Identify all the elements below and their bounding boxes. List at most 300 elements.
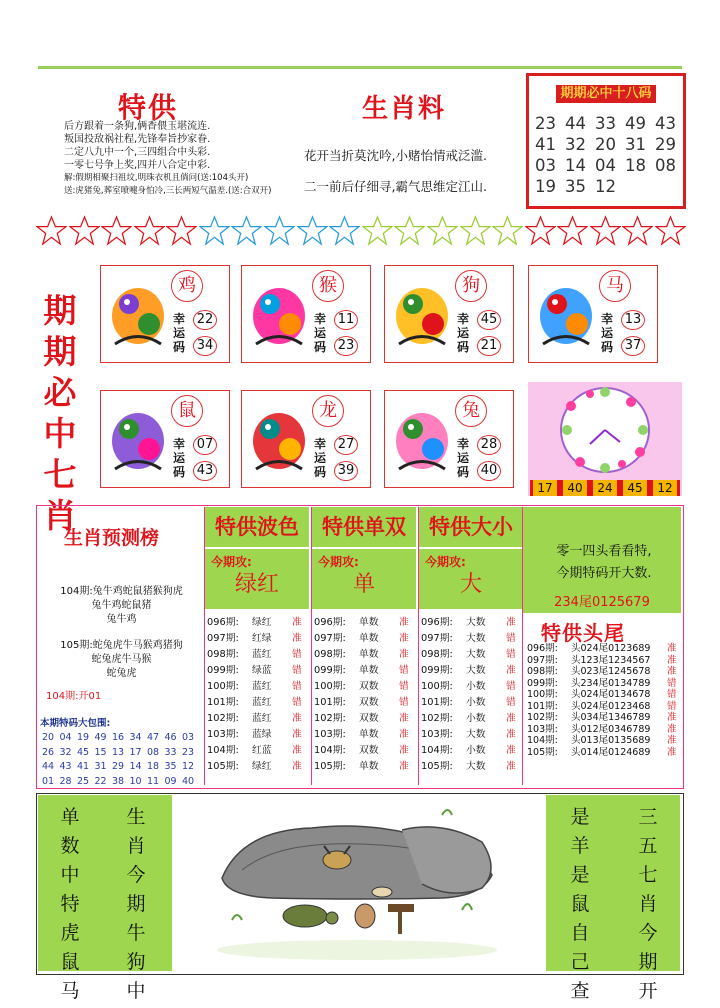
verse-char: 生 (126, 806, 146, 828)
row-period: 099期: (527, 677, 558, 689)
row-mark: 准 (506, 729, 516, 740)
verse-char: 期 (638, 951, 658, 973)
bag-number: 20 (42, 732, 55, 743)
row-period: 096期: (527, 643, 558, 654)
bag-number: 35 (164, 761, 177, 772)
row-value: 蓝红 (252, 697, 272, 708)
star-icon (590, 215, 621, 246)
table-row (527, 735, 681, 747)
verse-char: 中 (126, 980, 146, 1002)
code-number: 49 (625, 114, 646, 133)
star-icon (36, 215, 67, 246)
table-row (314, 727, 414, 743)
verse-char: 鼠 (60, 951, 80, 973)
verse-char: 狗 (126, 951, 146, 973)
row-mark: 准 (399, 745, 409, 756)
bag-grid (42, 731, 202, 789)
row-value: 单数 (359, 617, 379, 628)
lucky-number: 28 (477, 435, 501, 455)
row-mark: 错 (399, 681, 409, 692)
odd-even-title: 特供单双 (312, 507, 416, 547)
table-row (421, 727, 521, 743)
table-row (314, 631, 414, 647)
row-value: 小数 (466, 713, 486, 724)
bag-number: 17 (129, 746, 142, 758)
animal-card (100, 390, 230, 488)
row-mark: 准 (667, 746, 677, 758)
bag-number: 28 (59, 775, 72, 787)
lucky-number: 40 (477, 461, 501, 481)
row-mark: 错 (506, 697, 516, 708)
star-icon (622, 215, 653, 246)
row-mark: 准 (667, 666, 677, 677)
row-period: 100期: (207, 681, 239, 692)
attack-label: 今期攻: (318, 555, 359, 569)
special-note: 送:虎猪兔,葬室喷嚏身怕冷,三长两短气温差.(送:合双开) (64, 186, 272, 196)
row-period: 105期: (527, 746, 558, 758)
row-period: 097期: (527, 654, 558, 666)
table-row (527, 666, 681, 678)
verse-column (60, 803, 80, 1006)
table-row (314, 679, 414, 695)
verse-char: 马 (60, 980, 80, 1002)
wave-rows (207, 615, 307, 775)
row-mark: 准 (667, 643, 677, 654)
table-row (421, 631, 521, 647)
clock-icon (528, 382, 682, 478)
verse-char: 三 (638, 806, 658, 828)
wave-title: 特供波色 (205, 507, 309, 547)
row-mark: 错 (506, 681, 516, 692)
lucky-number: 23 (334, 336, 358, 356)
wave-column (204, 507, 309, 785)
clock-number: 45 (623, 480, 646, 496)
row-value: 绿红 (252, 761, 272, 772)
row-mark: 错 (292, 697, 302, 708)
table-row (527, 701, 681, 713)
row-mark: 准 (292, 617, 302, 628)
clock-number: 12 (653, 480, 676, 496)
row-value: 大数 (466, 649, 486, 660)
animal-card (241, 265, 371, 363)
row-mark: 准 (399, 713, 409, 724)
table-row (421, 679, 521, 695)
row-period: 102期: (314, 713, 346, 724)
table-row (421, 695, 521, 711)
row-value: 头012尾0346789 (571, 723, 651, 735)
row-mark: 准 (292, 745, 302, 756)
lucky-number: 45 (477, 310, 501, 330)
row-period: 102期: (421, 713, 453, 724)
code-number: 44 (565, 114, 586, 133)
row-value: 大数 (466, 729, 486, 740)
bag-number: 12 (182, 761, 195, 772)
star-icon (166, 215, 197, 246)
row-period: 097期: (314, 633, 346, 644)
verse-char: 单 (60, 806, 80, 828)
verse-char: 是 (570, 806, 590, 828)
verse-char: 中 (60, 864, 80, 886)
verse-char: 开 (638, 980, 658, 1002)
row-value: 小数 (466, 745, 486, 756)
bag-number: 03 (182, 732, 195, 743)
row-period: 103期: (207, 729, 239, 740)
big-small-rows (421, 615, 521, 775)
code-number: 12 (595, 177, 616, 196)
bag-number: 16 (112, 732, 125, 743)
verse-column (126, 803, 146, 1006)
row-mark: 准 (399, 633, 409, 644)
row-value: 头024尾0123468 (571, 700, 651, 712)
attack-label: 今期攻: (211, 555, 252, 569)
odd-even-attack (312, 549, 416, 609)
table-row (527, 689, 681, 701)
special-line: 二定八九中一个,三四组合中头彩. (64, 147, 211, 158)
row-value: 大数 (466, 633, 486, 644)
row-period: 102期: (207, 713, 239, 724)
bag-number: 47 (147, 732, 160, 743)
star-icon (199, 215, 230, 246)
special-line: 后方跟着一条狗,俩香偎玉堪流连. (64, 121, 211, 132)
code-number: 43 (655, 114, 676, 133)
row-period: 104期: (314, 745, 346, 756)
table-row (207, 711, 307, 727)
row-period: 103期: (527, 723, 558, 735)
bag-number: 46 (164, 732, 177, 743)
code-number: 08 (655, 156, 676, 175)
verse-column (570, 803, 590, 1006)
table-row (421, 647, 521, 663)
row-value: 蓝红 (252, 681, 272, 692)
prediction-panel (38, 507, 201, 785)
paper-cut-animal-icon (107, 399, 169, 479)
row-mark: 准 (667, 712, 677, 723)
verse-column (638, 803, 658, 1006)
row-value: 红蓝 (252, 745, 272, 756)
animal-name: 兔 (455, 395, 487, 427)
lucky-number: 22 (193, 310, 217, 330)
row-period: 098期: (314, 649, 346, 660)
animal-name: 马 (599, 270, 631, 302)
row-period: 099期: (207, 665, 239, 676)
hint-line: 今期特码开大数. (556, 566, 652, 581)
row-value: 大数 (466, 761, 486, 772)
table-row (314, 759, 414, 775)
row-mark: 错 (399, 697, 409, 708)
table-row (207, 695, 307, 711)
big-small-column (418, 507, 523, 785)
row-value: 大数 (466, 617, 486, 628)
row-value: 单数 (359, 649, 379, 660)
bag-number: 31 (94, 761, 107, 772)
row-mark: 准 (506, 617, 516, 628)
row-period: 104期: (527, 735, 558, 746)
special-line: 叛国投敌祸社程,先锋奉旨抄家眷. (64, 134, 211, 145)
row-value: 双数 (359, 697, 379, 708)
code-number: 19 (535, 177, 556, 196)
verse-char: 虎 (60, 922, 80, 944)
bag-title: 本期特码大包围: (40, 718, 111, 729)
code-number: 31 (625, 135, 646, 154)
row-mark: 错 (399, 665, 409, 676)
row-value: 头014尾0124689 (571, 746, 651, 758)
row-period: 096期: (207, 617, 239, 628)
lucky-number: 13 (621, 310, 645, 330)
bag-number: 45 (77, 746, 90, 758)
bag-number: 49 (94, 732, 107, 743)
verse-char: 七 (638, 864, 658, 886)
table-row (207, 759, 307, 775)
table-row (314, 663, 414, 679)
prediction-text (44, 585, 199, 681)
lucky-number: 34 (193, 336, 217, 356)
lucky-label: 幸运码 (601, 312, 614, 354)
zodiac-material-poem (304, 140, 487, 202)
seven-zodiac-title-char: 肖 (43, 496, 77, 535)
verse-char: 是 (570, 864, 590, 886)
row-mark: 错 (667, 689, 677, 700)
table-row (314, 743, 414, 759)
lucky-number: 07 (193, 435, 217, 455)
bag-number: 19 (77, 732, 90, 743)
paper-cut-animal-icon (391, 274, 453, 354)
lucky-number: 27 (334, 435, 358, 455)
head-tail-rows (527, 643, 681, 758)
row-period: 104期: (207, 745, 239, 756)
verse-char: 牛 (126, 922, 146, 944)
table-row (421, 615, 521, 631)
verse-char: 己 (570, 951, 590, 973)
bag-number: 32 (59, 746, 72, 758)
row-value: 单数 (359, 761, 379, 772)
row-mark: 准 (506, 713, 516, 724)
row-period: 098期: (421, 649, 453, 660)
lucky-label: 幸运码 (173, 437, 186, 479)
row-mark: 准 (667, 735, 677, 746)
row-mark: 错 (292, 681, 302, 692)
bag-number: 13 (112, 746, 125, 758)
verse-char: 查 (570, 980, 590, 1002)
verse-char: 肖 (638, 893, 658, 915)
row-mark: 错 (506, 649, 516, 660)
row-mark: 准 (506, 665, 516, 676)
bag-number: 15 (94, 746, 107, 758)
animal-card (241, 390, 371, 488)
lucky-label: 幸运码 (314, 312, 327, 354)
star-icon (362, 215, 393, 246)
star-icon (525, 215, 556, 246)
animal-name: 鼠 (171, 395, 203, 427)
bag-number: 41 (77, 761, 90, 772)
row-period: 103期: (314, 729, 346, 740)
code-number: 23 (535, 114, 556, 133)
row-value: 头024尾0134678 (571, 689, 651, 700)
row-period: 097期: (207, 633, 239, 644)
code-number: 33 (595, 114, 616, 133)
animal-name: 鸡 (171, 270, 203, 302)
row-period: 101期: (314, 697, 346, 708)
row-period: 105期: (421, 761, 453, 772)
code-number: 32 (565, 135, 586, 154)
verse-char: 肖 (126, 835, 146, 857)
table-row (421, 663, 521, 679)
paper-cut-animal-icon (535, 274, 597, 354)
animal-card (528, 265, 658, 363)
paper-cut-animal-icon (248, 399, 310, 479)
paper-cut-animal-icon (391, 399, 453, 479)
bag-number: 10 (129, 775, 142, 787)
row-value: 大数 (466, 665, 486, 676)
row-mark: 错 (667, 700, 677, 712)
table-row (207, 615, 307, 631)
row-value: 单数 (359, 665, 379, 676)
table-row (207, 663, 307, 679)
paper-cut-animal-icon (248, 274, 310, 354)
table-row (314, 647, 414, 663)
row-value: 双数 (359, 745, 379, 756)
prediction-line: 蛇兔虎牛马猴 (91, 654, 152, 665)
star-icon (394, 215, 425, 246)
bag-number: 09 (164, 775, 177, 787)
prediction-line: 105期:蛇兔虎牛马猴鸡猪狗 (60, 640, 183, 651)
row-value: 绿红 (252, 617, 272, 628)
eighteen-codes-title: 期期必中十八码 (556, 85, 656, 103)
row-period: 098期: (207, 649, 239, 660)
verse-char: 今 (638, 922, 658, 944)
row-value: 头034尾1346789 (571, 712, 651, 723)
row-period: 096期: (421, 617, 453, 628)
attack-label: 今期攻: (425, 555, 466, 569)
seven-zodiac-title (40, 290, 80, 536)
row-mark: 错 (506, 633, 516, 644)
row-period: 100期: (527, 689, 558, 700)
star-icon (231, 215, 262, 246)
row-mark: 准 (506, 761, 516, 772)
table-row (421, 743, 521, 759)
hint-line: 零一四头看看特, (556, 544, 652, 559)
special-note: 解:假期相聚扫祖坟,明珠衣机且倘问(送:104头开) (64, 173, 249, 183)
bag-number: 38 (112, 775, 125, 787)
table-row (314, 695, 414, 711)
row-mark: 准 (292, 729, 302, 740)
star-icon (264, 215, 295, 246)
bag-number: 25 (77, 775, 90, 787)
verse-char: 自 (570, 922, 590, 944)
hint-tail: 234尾0125679 (554, 595, 650, 610)
row-period: 101期: (421, 697, 453, 708)
row-value: 红绿 (252, 633, 272, 644)
prediction-line: 兔牛鸡蛇鼠猪 (91, 600, 152, 611)
prediction-title: 生肖预测榜 (64, 527, 160, 549)
bag-number: 40 (182, 775, 195, 787)
row-mark: 准 (292, 713, 302, 724)
big-small-value: 大 (459, 572, 482, 597)
code-number: 41 (535, 135, 556, 154)
star-icon (69, 215, 100, 246)
verse-char: 羊 (570, 835, 590, 857)
row-value: 蓝红 (252, 649, 272, 660)
top-divider (38, 66, 682, 69)
row-value: 小数 (466, 681, 486, 692)
bag-number: 08 (147, 746, 160, 758)
row-mark: 错 (292, 649, 302, 660)
big-small-title: 特供大小 (419, 507, 523, 547)
table-row (314, 711, 414, 727)
star-icon (134, 215, 165, 246)
bag-number: 14 (129, 761, 142, 772)
star-icon (655, 215, 686, 246)
seven-zodiac-title-char: 必 (43, 373, 77, 412)
star-icon (329, 215, 360, 246)
bag-number: 29 (112, 761, 125, 772)
row-mark: 准 (292, 761, 302, 772)
bag-number: 01 (42, 775, 55, 787)
animal-card (384, 265, 514, 363)
verse-char: 今 (126, 864, 146, 886)
row-period: 100期: (314, 681, 346, 692)
special-line: 一零七号争上奖,四并八合定中彩. (64, 160, 211, 171)
row-period: 100期: (421, 681, 453, 692)
bag-number: 33 (164, 746, 177, 758)
row-period: 098期: (527, 666, 558, 677)
lucky-number: 43 (193, 461, 217, 481)
lucky-number: 39 (334, 461, 358, 481)
bag-number: 43 (59, 761, 72, 772)
table-row (527, 678, 681, 690)
star-icon (492, 215, 523, 246)
row-value: 双数 (359, 681, 379, 692)
row-period: 101期: (527, 700, 558, 712)
clock-number: 17 (533, 480, 556, 496)
table-row (527, 712, 681, 724)
star-icon (557, 215, 588, 246)
verse-char: 鼠 (570, 893, 590, 915)
row-value: 头013尾0135689 (571, 735, 651, 746)
row-period: 102期: (527, 712, 558, 723)
big-small-attack (419, 549, 523, 609)
row-value: 头024尾0123689 (571, 643, 651, 654)
odd-even-column (311, 507, 416, 785)
table-row (527, 643, 681, 655)
row-period: 105期: (207, 761, 239, 772)
eighteen-codes-grid (535, 113, 685, 197)
verse-char: 数 (60, 835, 80, 857)
paper-cut-animal-icon (107, 274, 169, 354)
row-mark: 准 (399, 649, 409, 660)
table-row (421, 759, 521, 775)
row-value: 小数 (466, 697, 486, 708)
prediction-line: 蛇兔虎 (106, 668, 137, 679)
hint-text (529, 541, 679, 585)
head-tail-column (522, 507, 681, 785)
seven-zodiac-title-char: 期 (43, 332, 77, 371)
verse-char: 期 (126, 893, 146, 915)
animal-name: 猴 (312, 270, 344, 302)
row-mark: 错 (292, 665, 302, 676)
table-row (207, 679, 307, 695)
row-mark: 准 (667, 723, 677, 735)
bag-number: 34 (129, 732, 142, 743)
table-row (527, 655, 681, 667)
code-number: 04 (595, 156, 616, 175)
row-mark: 准 (399, 617, 409, 628)
seven-zodiac-title-char: 中 (43, 414, 77, 453)
row-value: 单数 (359, 729, 379, 740)
star-icon (101, 215, 132, 246)
row-value: 头023尾1245678 (571, 666, 651, 677)
star-icon (460, 215, 491, 246)
zodiac-material-title: 生肖料 (362, 94, 447, 124)
